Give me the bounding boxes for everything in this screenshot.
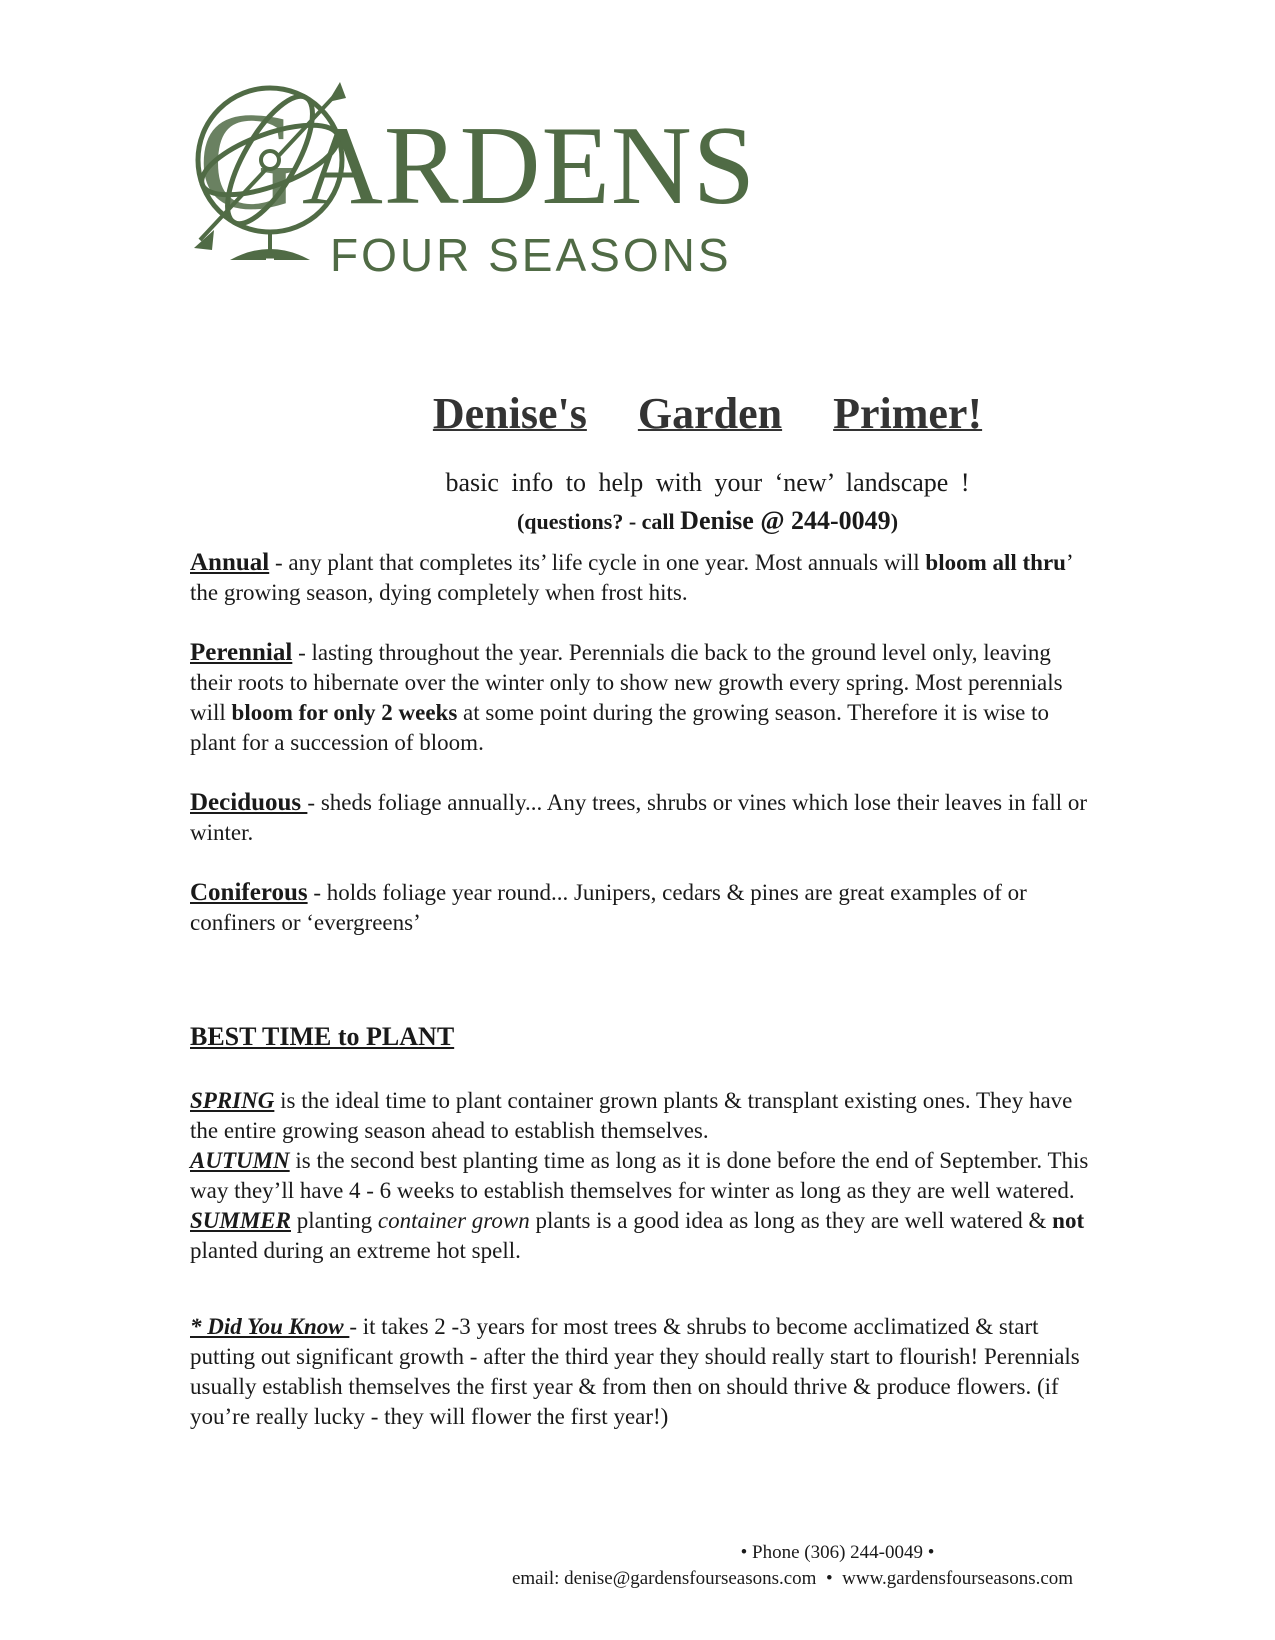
page-title [0,388,1275,439]
did-you-know-label: * Did You Know [190,1314,350,1339]
footer-email[interactable]: email: denise@gardensfourseasons.com [511,1568,817,1589]
season-summer: SUMMER [190,1208,291,1233]
questions-line: (questions? - call Denise @ 244-0049) [516,506,899,535]
definition-coniferous: Coniferous - holds foliage year round... Junipers, cedars & pines are great examples of or confiners or ‘evergreens’ [190,879,1027,935]
title-word-3: Primer! [833,389,983,438]
best-time-text: SPRING is the ideal time to plant container grown plants & transplant existing ones. They have the entire growing season ahead to establish themselves. AUTUMN is the second best planting time as long as it is done before the end of September. This way they’ll have 4 - 6 weeks to establish themselves for winter as long as they are well watered. SUMMER planting container grown plants is a good idea as long as they are well watered & not planted during an extreme hot spell. [190,1088,1089,1263]
definition-deciduous: Deciduous - sheds foliage annually... Any trees, shrubs or vines which lose their leaves in fall or winter. [190,789,1088,845]
definition-perennial: Perennial - lasting throughout the year. Perennials die back to the ground level only, leaving their roots to hibernate over the winter only to show new growth every spring. Most perennials will bloom for only 2 weeks at some point during the growing season. Therefore it is wise to plant for a succession of bloom. [190,639,1063,755]
title-word-1: Denise's [432,389,587,438]
term-coniferous: Coniferous [190,879,308,906]
footer-phone: • Phone (306) 244-0049 • [740,1542,935,1563]
term-deciduous: Deciduous [190,789,308,816]
best-time-heading: BEST TIME to PLANT [190,1022,455,1051]
svg-text:G: G [198,84,300,239]
season-spring: SPRING [190,1088,275,1113]
footer-website[interactable]: www.gardensfourseasons.com [842,1568,1074,1589]
season-autumn: AUTUMN [190,1148,290,1173]
logo-brand-sub: FOUR SEASONS [330,229,732,281]
page-subtitle: basic info to help with your ‘new’ landscape ! [445,468,970,497]
title-word-2: Garden [637,389,783,438]
logo-brand-main: ARDENS [302,104,757,228]
contact-name-phone: Denise @ 244-0049 [680,506,891,535]
company-logo [190,80,790,280]
did-you-know: * Did You Know - it takes 2 -3 years for most trees & shrubs to become acclimatized & start putting out significant growth - after the third year they should really start to flourish! Perennials usually establish themselves the first year & from then on should thrive & produce flowers. (if you’re really lucky - they will flower the first year!) [190,1314,1080,1429]
term-perennial: Perennial [190,639,293,666]
footer-contact: email: denise@gardensfourseasons.com • www.gardensfourseasons.com [511,1568,1074,1589]
definition-annual: Annual - any plant that completes its’ life cycle in one year. Most annuals will bloom all thru’ the growing season, dying completely when frost hits. [190,549,1072,605]
term-annual: Annual [190,549,270,576]
